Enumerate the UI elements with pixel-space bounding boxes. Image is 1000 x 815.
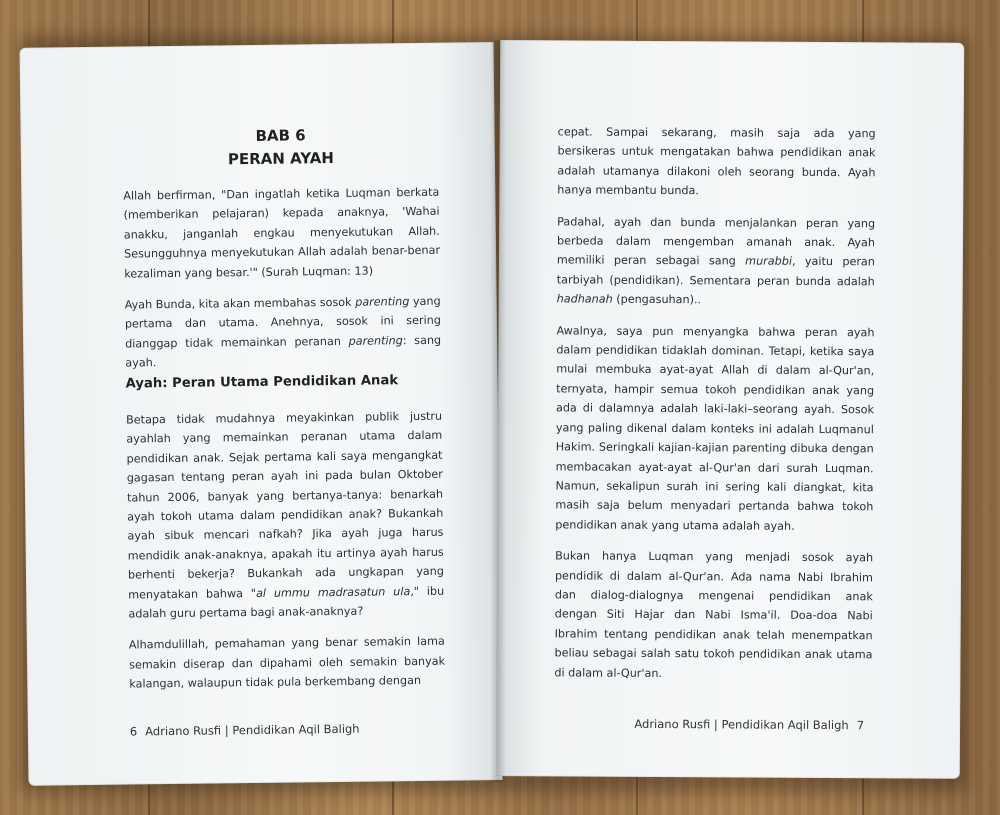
book-gutter [490,40,506,782]
roles-text-3: (pengasuhan).. [612,292,702,307]
intro-text-3: : sang ayah. [125,333,442,370]
quran-quote-paragraph: Allah berfirman, "Dan ingatlah ketika Luqman berkata (memberikan pelajaran) kepada anaknya, 'Wahai anakku, janganlah engkau menyekutukan Allah. Sesungguhnya menyekutukan Allah adalah benar-benar kezaliman yang besar.'" (Surah Luqman: 13) [123,185,441,281]
roles-text-2: , yaitu peran tarbiyah (pendidikan). Sementara peran bunda adalah [556,255,875,289]
running-footer-right: Adriano Rusfi | Pendidikan Aqil Baligh [634,716,849,733]
intro-italic-2: parenting [348,334,403,348]
right-body [554,122,875,696]
argument-text-1: Betapa tidak mudahnya meyakinkan publik justru ayahlah yang memainkan peranan utama dalam pendidikan anak. Sejak pertama kali saya mengangkat gagasan tentang peran ayah ini pada bulan Oktober tahun 2006, banyak yang bertanya-tanya: benarkah ayah tokoh utama dalam pendidikan anak? Bukankah ayah sibuk mencari nafkah? Jika ayah juga harus mendidik anak-anaknya, apakah itu artinya ayah harus berhenti bekerja? Bukankah ada ungkapan yang menyatakan bahwa " [126,409,445,602]
chapter-number: BAB 6 [255,126,306,145]
running-footer-left: Adriano Rusfi | Pendidikan Aqil Baligh [145,721,360,739]
argument-text-2: ," ibu adalah guru pertama bagi anak-anaknya? [128,584,445,621]
argument-italic: al ummu madrasatun ula [255,584,411,600]
left-page [20,42,503,786]
roles-text-1: Padahal, ayah dan bunda menjalankan peran yang berbeda dalam mengemban amanah anak. Ayah memiliki peran sebagai sang [556,214,876,268]
right-footer [634,717,864,732]
page-number-left: 6 [129,724,138,739]
argument-paragraph [126,407,445,624]
chapter-heading [122,123,439,173]
right-page [496,40,964,779]
page-number-right: 7 [856,718,865,733]
left-body-top [123,183,441,386]
section-heading: Ayah: Peran Utama Pendidikan Anak [125,373,399,392]
intro-text-1: Ayah Bunda, kita akan membahas sosok [124,295,356,312]
ibrahim-paragraph: Bukan hanya Luqman yang menjadi sosok ayah pendidik di dalam al-Qur'an. Ada nama Nabi Ibrahim dan dialog-dialognya mengenai pendidikan anak dengan Siti Hajar dan Nabi Isma'il. Doa-doa Nabi Ibrahim tentang pendidikan anak telah menempatkan beliau sebagai salah satu tokoh pendidikan anak utama di dalam al-Qur'an. [554,549,874,680]
roles-paragraph [557,212,876,311]
intro-paragraph [125,292,442,373]
luqman-paragraph: Awalnya, saya pun menyangka bahwa peran ayah dalam pendidikan tidaklah dominan. Tetapi, ketika saya mulai membuka ayat-ayat Allah di dalam al-Qur'an, ternyata, hampir semua tokoh pendidikan anak yang ada di dalamnya adalah laki-laki–seorang ayah. Sosok yang paling dikenal dalam konteks ini adalah Luqmanul Hakim. Seringkali kajian-kajian parenting dibuka dengan membacakan ayat-ayat al-Qur'an dari surah Luqman. Namun, sekalipun surah ini sering kali diangkat, kita masih saja belum menyadari pertanda bahwa tokoh pendidikan anak yang utama adalah ayah. [555,324,875,533]
roles-italic-2: hadhanah [556,292,613,306]
continuation-paragraph: cepat. Sampai sekarang, masih saja ada yang bersikeras untuk mengatakan bahwa pendidikan anak adalah utamanya dilakoni oleh seorang bunda. Ayah hanya membantu bunda. [557,125,876,198]
chapter-title: PERAN AYAH [227,148,334,169]
alhamdulillah-paragraph: Alhamdulillah, pemahaman yang benar semakin lama semakin diserap dan dipahami oleh semakin banyak kalangan, walaupun tidak pula berkembang dengan [128,635,446,691]
roles-italic-1: murabbi [745,254,793,269]
intro-text-2: yang pertama dan utama. Anehnya, sosok ini sering dianggap tidak memainkan peranan [124,294,441,351]
left-body-bottom [126,407,446,707]
left-footer [130,722,360,739]
intro-italic-1: parenting [355,295,410,309]
